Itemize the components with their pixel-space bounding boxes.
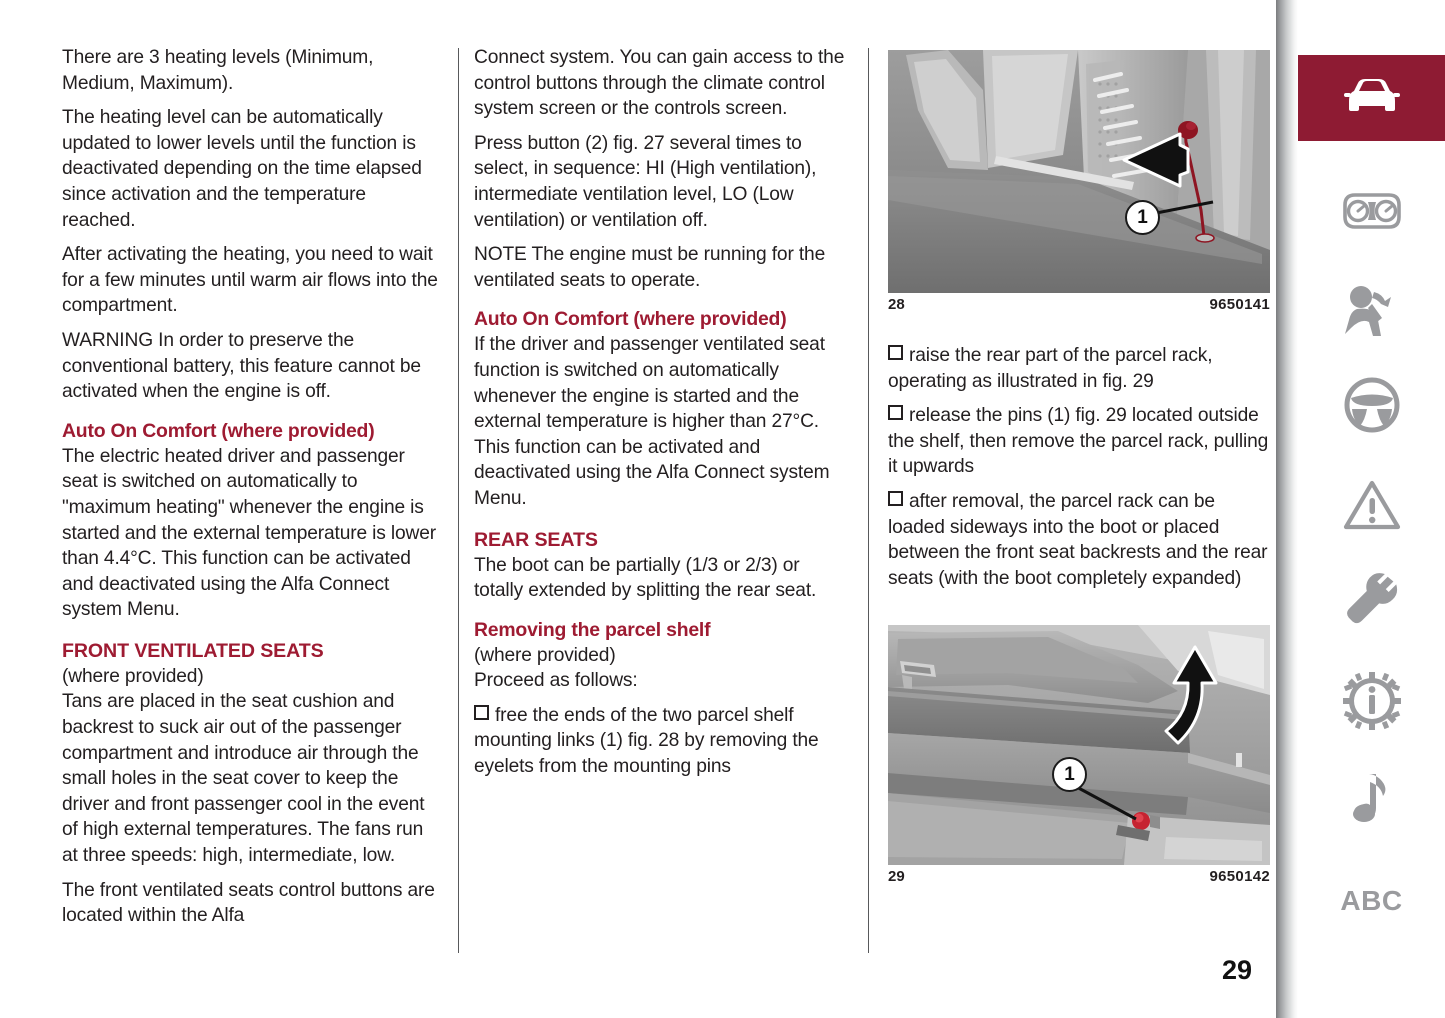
section-heading: Auto On Comfort (where provided)	[62, 419, 375, 442]
bullet-text: free the ends of the two parcel shelf mounting links (1) fig. 28 by removing the eyelets from the mounting pins	[474, 704, 819, 778]
figure-29-number: 29	[888, 868, 905, 885]
body-paragraph: There are 3 heating levels (Minimum, Medium, Maximum).	[62, 47, 374, 94]
figure-28	[888, 50, 1270, 313]
figure-28-image	[888, 50, 1270, 293]
figure-29	[888, 625, 1270, 885]
sidebar-item-warnings[interactable]	[1298, 462, 1445, 548]
body-paragraph: (where provided)	[62, 665, 204, 687]
text-column-3	[888, 343, 1270, 600]
sidebar-item-abc[interactable]	[1298, 858, 1445, 944]
body-paragraph: The electric heated driver and passenger seat is switched on automatically to "maximum heating" whenever the engine is started and the external temperature is lower than 4.4°C. This function can be activated and deactivated using the Alfa Connect system Menu.	[62, 445, 437, 621]
bullet-text: release the pins (1) fig. 29 located outside the shelf, then remove the parcel rack, pulling it upwards	[888, 405, 1269, 478]
section-heading-major: REAR SEATS	[474, 528, 598, 551]
warning-triangle-icon	[1343, 479, 1401, 531]
figure-29-image	[888, 625, 1270, 865]
figure-28-callout-1: 1	[1125, 200, 1160, 235]
sidebar-item-steering-wheel[interactable]	[1298, 362, 1445, 448]
abc-label: ABC	[1340, 885, 1403, 916]
figure-28-number: 28	[888, 296, 905, 313]
body-paragraph: After activating the heating, you need to wait for a few minutes until warm air flows into the compartment.	[62, 244, 438, 317]
body-paragraph: Proceed as follows:	[474, 670, 638, 692]
bullet-list-item	[888, 343, 1270, 394]
page-number: 29	[1222, 955, 1253, 985]
instrument-cluster-icon	[1341, 189, 1403, 233]
sidebar-item-safety[interactable]	[1298, 268, 1445, 354]
gear-info-icon	[1343, 672, 1401, 730]
chapter-tab-sidebar	[1276, 0, 1445, 1018]
sidebar-item-multimedia[interactable]	[1298, 758, 1445, 844]
square-bullet-icon	[888, 345, 903, 360]
text-column-1	[62, 45, 438, 938]
car-front-icon	[1341, 78, 1403, 118]
sidebar-item-maintenance[interactable]	[1298, 556, 1445, 642]
body-paragraph: NOTE The engine must be running for the ventilated seats to operate.	[474, 244, 826, 291]
bullet-text: raise the rear part of the parcel rack, operating as illustrated in fig. 29	[888, 345, 1213, 392]
figure-29-code: 9650142	[1209, 868, 1270, 885]
section-heading-major: FRONT VENTILATED SEATS	[62, 639, 324, 662]
bullet-list-item	[888, 489, 1270, 591]
sidebar-item-car[interactable]	[1298, 55, 1445, 141]
column-divider-2	[868, 48, 869, 953]
page-spine-gradient	[1276, 0, 1298, 1018]
body-paragraph: The heating level can be automatically updated to lower levels until the function is deactivated depending on the time elapsed since activation and the temperature reached.	[62, 107, 422, 231]
music-note-icon	[1349, 772, 1395, 830]
square-bullet-icon	[474, 705, 489, 720]
bullet-list-item	[888, 403, 1270, 480]
airbag-safety-icon	[1341, 284, 1403, 338]
body-paragraph: (where provided)	[474, 644, 616, 666]
body-paragraph: If the driver and passenger ventilated seat function is switched on automatically whenever the engine is started and the external temperature is higher than 27°C. This function can be activated and deactivated using the Alfa Connect system Menu.	[474, 334, 830, 509]
sidebar-item-info[interactable]	[1298, 658, 1445, 744]
text-column-2	[474, 45, 850, 789]
section-heading: Removing the parcel shelf	[474, 618, 711, 641]
body-paragraph: The front ventilated seats control buttons are located within the Alfa	[62, 879, 435, 927]
body-paragraph: The boot can be partially (1/3 or 2/3) or totally extended by splitting the rear seat.	[474, 554, 817, 602]
column-divider-1	[458, 48, 459, 953]
body-paragraph: Connect system. You can gain access to the control buttons through the climate control system screen or the controls screen.	[474, 47, 845, 120]
body-paragraph: WARNING In order to preserve the conventional battery, this feature cannot be activated when the engine is off.	[62, 329, 421, 403]
body-paragraph: Tans are placed in the seat cushion and backrest to suck air out of the passenger compartment and introduce air through the small holes in the seat cover to keep the driver and front passenger cool in the event of high external temperatures. The fans run at three speeds: high, intermediate, low.	[62, 691, 425, 867]
square-bullet-icon	[888, 491, 903, 506]
figure-29-caption	[888, 868, 1270, 885]
sidebar-item-instrument-cluster[interactable]	[1298, 168, 1445, 254]
figure-28-code: 9650141	[1209, 296, 1270, 313]
bullet-list-item	[474, 703, 850, 780]
square-bullet-icon	[888, 405, 903, 420]
bullet-text: after removal, the parcel rack can be loaded sideways into the boot or placed between the front seat backrests and the rear seats (with the boot completely expanded)	[888, 490, 1268, 589]
body-paragraph: Press button (2) fig. 27 several times to select, in sequence: HI (High ventilation), intermediate ventilation level, LO (Low ventilation) or ventilation off.	[474, 132, 817, 231]
steering-wheel-icon	[1343, 376, 1401, 434]
section-heading: Auto On Comfort (where provided)	[474, 308, 787, 331]
figure-29-callout-1: 1	[1052, 757, 1087, 792]
figure-28-caption	[888, 296, 1270, 313]
wrench-icon	[1344, 571, 1400, 627]
